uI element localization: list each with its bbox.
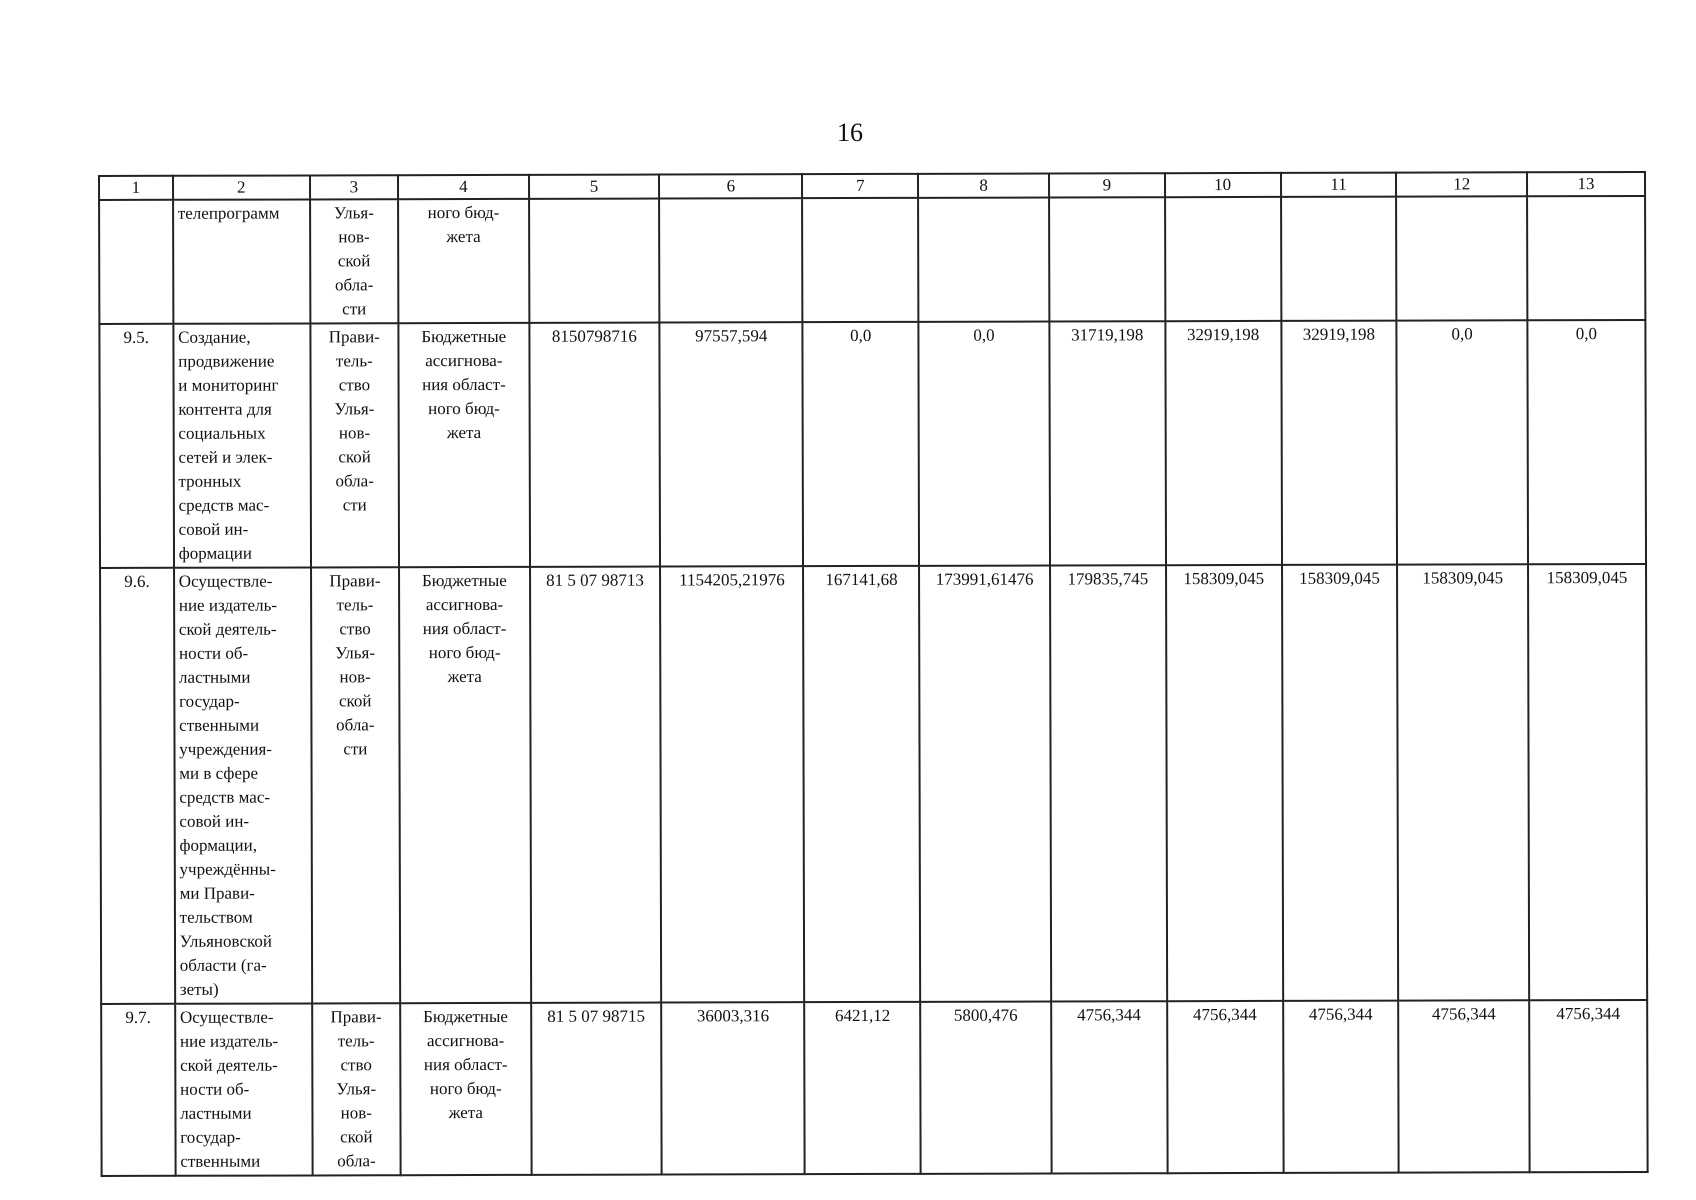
cell-line: продвижение [178, 351, 275, 371]
cell-line: жета [448, 1102, 483, 1123]
value-cell: 158309,045 [1282, 565, 1399, 1001]
column-header: 3 [310, 175, 399, 199]
column-header: 7 [802, 174, 918, 198]
value-cell: 4756,344 [1529, 1000, 1647, 1172]
cell-line: Создание, [178, 327, 251, 347]
value-cell [803, 198, 919, 322]
cell-line: Бюджетные [421, 326, 507, 347]
column-header: 2 [173, 175, 310, 199]
cell-line: Прави- [328, 327, 380, 347]
value-cell: 0,0 [1527, 320, 1646, 564]
column-header: 11 [1281, 173, 1397, 197]
value-cell: 4756,344 [1283, 1001, 1399, 1173]
table-row [99, 320, 1646, 568]
value-cell: 158309,045 [1166, 565, 1283, 1001]
column-header: 13 [1527, 172, 1645, 196]
cell-line: обла- [336, 715, 375, 735]
cell-line: Бюджетные [421, 570, 507, 591]
cell-line: ство [338, 375, 371, 395]
cell-line: ской [338, 447, 371, 467]
column-header: 12 [1396, 172, 1527, 196]
cell-line: ство [340, 1055, 372, 1075]
cell-line: тронных [178, 471, 242, 491]
cell-line: обла- [334, 275, 374, 295]
value-cell: 179835,745 [1050, 565, 1167, 1001]
executor-cell [310, 199, 399, 323]
cell-line: ластными [179, 667, 251, 687]
total-cell: 97557,594 [660, 322, 804, 566]
cell-line: Ульяновской [179, 931, 272, 951]
cell-line: обла- [335, 471, 374, 491]
cell-line: зеты) [179, 979, 219, 999]
cell-line: совой ин- [178, 519, 249, 539]
cell-line: совой ин- [179, 811, 250, 831]
cell-line: Улья- [336, 1079, 377, 1099]
cell-line: Бюджетные [423, 1006, 508, 1027]
budget-code-cell [529, 199, 660, 323]
total-cell [659, 198, 803, 322]
budget-code-cell: 81 5 07 98715 [531, 1003, 662, 1175]
cell-line: сти [342, 299, 367, 319]
value-cell [1527, 196, 1645, 320]
row-index-cell: 9.5. [99, 324, 173, 568]
cell-line: Осуществле- [179, 1007, 274, 1027]
row-index-cell: 9.6. [100, 568, 175, 1004]
cell-line: ственными [180, 1151, 261, 1171]
cell-line: сти [342, 495, 367, 515]
value-cell: 32919,198 [1165, 321, 1281, 565]
cell-line: и мониторинг [178, 375, 279, 395]
cell-line: нов- [338, 227, 370, 247]
total-cell: 36003,316 [661, 1002, 805, 1174]
row-index-cell [99, 200, 173, 324]
value-cell: 6421,12 [805, 1002, 921, 1174]
value-cell [1281, 197, 1397, 321]
cell-line: жета [446, 422, 482, 443]
cell-line: нов- [338, 423, 371, 443]
cell-line: формации, [179, 835, 257, 855]
value-cell: 0,0 [919, 322, 1050, 566]
cell-line: ской [340, 1127, 373, 1147]
value-cell [1396, 196, 1527, 320]
value-cell: 4756,344 [1167, 1001, 1283, 1173]
funding-source-cell [398, 199, 529, 323]
cell-line: учреждённы- [179, 859, 276, 879]
cell-line: ного бюд- [428, 642, 501, 663]
cell-line: учреждения- [179, 739, 272, 759]
total-cell: 1154205,21976 [660, 566, 804, 1002]
cell-line: ской деятель- [178, 619, 277, 639]
cell-line: тельством [179, 907, 253, 927]
cell-line: государ- [179, 691, 240, 711]
cell-line: тель- [337, 1031, 375, 1051]
value-cell: 0,0 [1397, 320, 1528, 564]
cell-line: сетей и элек- [178, 447, 273, 467]
column-header: 6 [659, 174, 802, 198]
value-cell [1049, 197, 1165, 321]
cell-line: области (га- [179, 955, 267, 975]
funding-source-cell [400, 1003, 531, 1175]
row-index-cell: 9.7. [101, 1004, 175, 1176]
column-header: 8 [918, 174, 1049, 198]
cell-line: ние издатель- [179, 1031, 279, 1051]
cell-line: ство [339, 619, 371, 639]
budget-table [98, 171, 1649, 1177]
cell-line: ластными [180, 1103, 252, 1123]
cell-line: тель- [336, 595, 374, 615]
column-header: 4 [398, 175, 529, 199]
funding-source-cell [398, 323, 529, 567]
cell-line: ственными [179, 715, 260, 735]
cell-line: ской деятель- [180, 1055, 278, 1075]
measure-name-cell [173, 323, 311, 567]
value-cell: 5800,476 [920, 1002, 1051, 1174]
cell-line: Прави- [330, 1007, 382, 1027]
measure-name-cell [174, 567, 312, 1003]
cell-line: обла- [337, 1151, 376, 1171]
cell-line: нов- [339, 667, 371, 687]
cell-line: формации [178, 543, 252, 563]
cell-line: телепрограмм [177, 203, 280, 223]
budget-code-cell: 8150798716 [529, 323, 660, 567]
cell-line: ской [338, 691, 372, 711]
cell-line: государ- [180, 1127, 241, 1147]
cell-line: ности об- [180, 1079, 250, 1099]
value-cell: 4756,344 [1051, 1001, 1167, 1173]
cell-line: средств мас- [178, 495, 270, 515]
column-header: 10 [1165, 173, 1281, 197]
cell-line: Улья- [334, 399, 375, 419]
cell-line: Прави- [329, 571, 381, 591]
table-body [99, 196, 1648, 1176]
cell-line: жета [447, 666, 482, 687]
cell-line: ми Прави- [179, 883, 255, 903]
measure-name-cell [175, 1003, 312, 1175]
column-header: 5 [529, 175, 660, 199]
table-row [99, 196, 1645, 324]
value-cell: 173991,61476 [919, 566, 1051, 1002]
value-cell: 158309,045 [1397, 564, 1529, 1000]
funding-source-cell [399, 567, 531, 1003]
cell-line: социальных [178, 423, 266, 443]
value-cell: 31719,198 [1049, 321, 1165, 565]
cell-line: ассигнова- [425, 350, 503, 371]
budget-code-cell: 81 5 07 98713 [530, 567, 662, 1003]
cell-line: средств мас- [179, 787, 271, 807]
cell-line: жета [446, 226, 481, 247]
cell-line: нов- [340, 1103, 372, 1123]
value-cell: 158309,045 [1528, 564, 1647, 1000]
cell-line: ния област- [423, 1054, 508, 1075]
cell-line: сти [343, 739, 368, 759]
executor-cell [312, 1003, 401, 1175]
value-cell [918, 198, 1049, 322]
cell-line: ассигнова- [425, 594, 504, 615]
table-row [100, 564, 1647, 1004]
cell-line: Осуществле- [178, 571, 273, 591]
cell-line: ния област- [422, 618, 507, 639]
cell-line: ного бюд- [427, 202, 500, 223]
value-cell: 32919,198 [1281, 321, 1397, 565]
cell-line: ного бюд- [428, 398, 500, 419]
cell-line: ния област- [422, 374, 506, 395]
cell-line: тель- [335, 351, 373, 371]
cell-line: ности об- [178, 643, 249, 663]
cell-line: ассигнова- [426, 1030, 505, 1051]
value-cell [1165, 197, 1281, 321]
value-cell: 167141,68 [803, 566, 920, 1002]
page-number: 16 [837, 118, 863, 147]
value-cell: 4756,344 [1399, 1000, 1530, 1172]
cell-line: ние издатель- [178, 595, 277, 615]
cell-line: Улья- [335, 643, 376, 663]
cell-line: ми в сфере [179, 763, 259, 783]
cell-line: ного бюд- [429, 1078, 502, 1099]
cell-line: контента для [178, 399, 272, 419]
value-cell: 0,0 [803, 322, 919, 566]
measure-name-cell [173, 199, 310, 323]
table-row [101, 1000, 1647, 1176]
column-header: 9 [1049, 173, 1165, 197]
executor-cell [311, 567, 401, 1003]
cell-line: Улья- [333, 203, 374, 223]
column-header: 1 [99, 176, 173, 200]
cell-line: ской [337, 251, 371, 271]
executor-cell [310, 323, 399, 567]
